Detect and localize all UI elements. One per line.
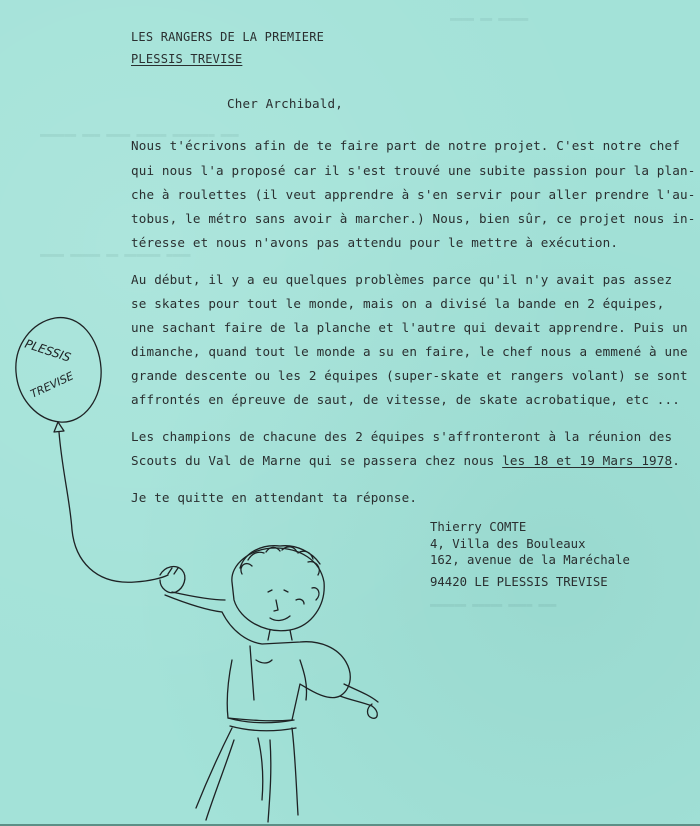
- lower-arm: [340, 684, 378, 706]
- signature-address-2: 162, avenue de la Maréchale: [430, 553, 630, 567]
- paragraph-line: se skates pour tout le monde, mais on a divisé la bande en 2 équipes,: [131, 296, 665, 311]
- hand: [160, 567, 185, 593]
- cord: [368, 704, 378, 718]
- balloon-knot: [54, 422, 64, 432]
- paragraph-line: affrontés en épreuve de saut, de vitesse, de skate acrobatique, etc ...: [131, 392, 680, 407]
- balloon-string: [59, 432, 168, 582]
- arm: [165, 592, 225, 612]
- paragraph-line: qui nous l'a proposé car il s'est trouvé une subite passion pour la plan-: [131, 163, 696, 178]
- paragraph-line: Au début, il y a eu quelques problèmes parce qu'il n'y avait pas assez: [131, 272, 673, 287]
- signature-city: 94420 LE PLESSIS TREVISE: [430, 575, 608, 589]
- paragraph-line: che à roulettes (il veut apprendre à s'en servir pour aller prendre l'au-: [131, 187, 696, 202]
- paragraph-line: dimanche, quand tout le monde a su en faire, le chef nous a emmené à une: [131, 344, 688, 359]
- balloon-text-line2: TREVISE: [28, 369, 76, 401]
- paragraph-line: grande descente ou les 2 équipes (super-skate et rangers volant) se sont: [131, 368, 688, 383]
- bleed-through-text: ▬▬▬▬▬▬ ▬▬▬▬▬ ▬▬▬▬ ▬▬▬: [430, 600, 557, 611]
- signature-name: Thierry COMTE: [430, 520, 527, 534]
- closing-line: Je te quitte en attendant ta réponse.: [131, 490, 418, 505]
- balloon-lettering: [23, 337, 76, 401]
- club-name: LES RANGERS DE LA PREMIERE: [131, 30, 325, 44]
- paragraph-line: une sachant faire de la planche et l'autre qui devait apprendre. Puis un: [131, 320, 688, 335]
- balloon-text-line1: PLESSIS: [23, 336, 73, 365]
- club-town: PLESSIS TREVISE: [131, 52, 243, 66]
- greeting: Cher Archibald,: [227, 96, 343, 111]
- date-prefix: Scouts du Val de Marne qui se passera chez nous: [131, 453, 503, 468]
- balloon: [16, 318, 101, 423]
- head: [232, 548, 324, 631]
- torso: [222, 612, 350, 721]
- face: [268, 590, 290, 620]
- left-leg: [196, 728, 234, 820]
- hair: [240, 546, 320, 575]
- bleed-through-text: ▬▬▬▬ ▬▬▬▬▬ ▬▬ ▬▬▬▬▬▬ ▬▬▬▬: [40, 250, 191, 261]
- event-date: les 18 et 19 Mars 1978: [502, 453, 673, 468]
- signature-address-1: 4, Villa des Bouleaux: [430, 537, 586, 551]
- bleed-through-text: ▬▬▬▬▬▬ ▬▬▬ ▬▬▬▬ ▬▬▬▬▬ ▬▬▬▬▬▬▬ ▬▬▬: [40, 130, 239, 141]
- date-suffix: .: [672, 453, 680, 468]
- right-leg: [268, 728, 298, 822]
- paragraph-line: téresse et nous n'avons pas attendu pour le mettre à exécution.: [131, 235, 619, 250]
- paragraph-line: Nous t'écrivons afin de te faire part de notre projet. C'est notre chef: [131, 138, 680, 153]
- bleed-through-text: ▬▬▬▬ ▬▬ ▬▬▬▬▬: [450, 14, 529, 25]
- paragraph-line: Les champions de chacune des 2 équipes s'affronteront à la réunion des: [131, 429, 673, 444]
- paragraph-line: tobus, le métro sans avoir à marcher.) Nous, bien sûr, ce projet nous in-: [131, 211, 696, 226]
